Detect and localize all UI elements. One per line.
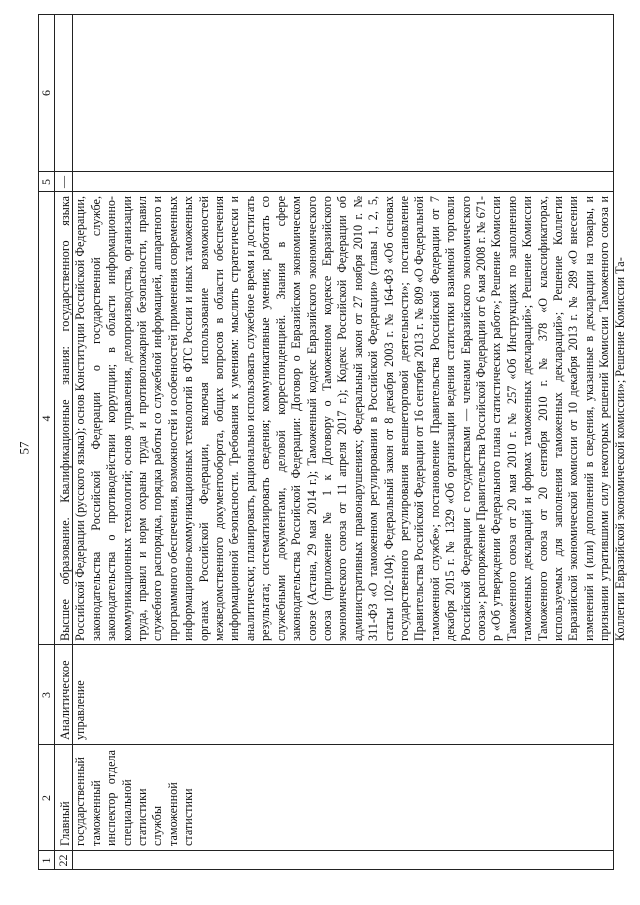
column-header-5: 5 (39, 179, 53, 185)
column-5-value: — (56, 176, 70, 188)
column-header-6: 6 (39, 90, 53, 96)
qualification-requirements: Высшее образование. Квалификационные знания: государственного языка Российской Федерации (русского языка); основ Конституции Российской Федерации, законодательства Российской Федерации о государственной службе, законодательства о противодействии коррупции; в области информационно-коммуникационных технологий; основ управления, делопроизводства, организации труда, правил и норм охраны труда и противопожарной безопасности, правил служебного распорядка, порядка работы со служебной информацией, аппаратного и программного обеспечения, возможностей и особенностей применения современных информационно-коммуникационных технологий в ФТС России и иных таможенных органах Российской Федерации, включая использование возможностей межведомственного документооборота, общих вопросов в области обеспечения информационной безопасности. Требования к умениям: мыслить стратегически и аналитически; планировать, рационально использовать служебное время и достигать результата; систематизировать сведения; коммуникативные умения; работать со служебными документами, деловой корреспонденцией. Знания в сфере законодательства Российской Федерации: Договор о Евразийском экономическом союзе (Астана, 29 мая 2014 г.); Таможенный кодекс Евразийского экономического союза (приложение № 1 к Договору о Таможенном кодексе Евразийского экономического союза от 11 апреля 2017 г.); Кодекс Российской Федерации об административных правонарушениях; Федеральный закон от 27 ноября 2010 г. № 311-ФЗ «О таможенном регулировании в Российской Федерации» (главы 1, 2, 5, статьи 102-104); Федеральный закон от 8 декабря 2003 г. № 164-ФЗ «Об основах государственного регулирования внешнеторговой деятельности»; постановление Правительства Российской Федерации от 16 сентября 2013 г. № 809 «О Федеральной таможенной службе»; постановление Правительства Российской Федерации от 7 декабря 2015 г. № 1329 «Об организации ведения статистики взаимной торговли Российской Федерации с государствами — членами Евразийского экономического союза»; распоряжение Правительства Российской Федерации от 6 мая 2008 г. № 671-р «Об утверждении Федерального плана статистических работ»; Решение Комиссии Таможенного союза от 20 мая 2010 г. № 257 «Об Инструкциях по заполнению таможенных деклараций и формах таможенных деклараций»; Решение Комиссии Таможенного союза от 20 сентября 2010 г. № 378 «О классификаторах, используемых для заполнения таможенных деклараций»; Решение Коллегии Евразийской экономической комиссии от 10 декабря 2013 г. № 289 «О внесении изменений и (или) дополнений в сведения, указанные в декларации на товары, и признании утратившими силу некоторых решений Комиссии Таможенного союза и Коллегии Евразийской экономической комиссии»; Решение Комиссии Та- (58, 196, 627, 641)
header-divider (54, 14, 55, 870)
col-border-0 (38, 869, 614, 870)
column-header-1: 1 (39, 857, 53, 864)
requirements-table (38, 14, 627, 870)
col-border-6 (38, 14, 614, 15)
col-border-5 (38, 171, 614, 172)
row-number: 22 (56, 854, 70, 867)
column-header-3: 3 (39, 692, 53, 698)
position-group: Аналитическое управление (58, 660, 88, 740)
column-header-4: 4 (39, 415, 53, 422)
page-number: 57 (16, 441, 32, 455)
position-title: Главный государственный таможенный инспектор отдела специальной статистики службы таможенной статистики (58, 750, 196, 846)
column-header-2: 2 (39, 795, 53, 801)
